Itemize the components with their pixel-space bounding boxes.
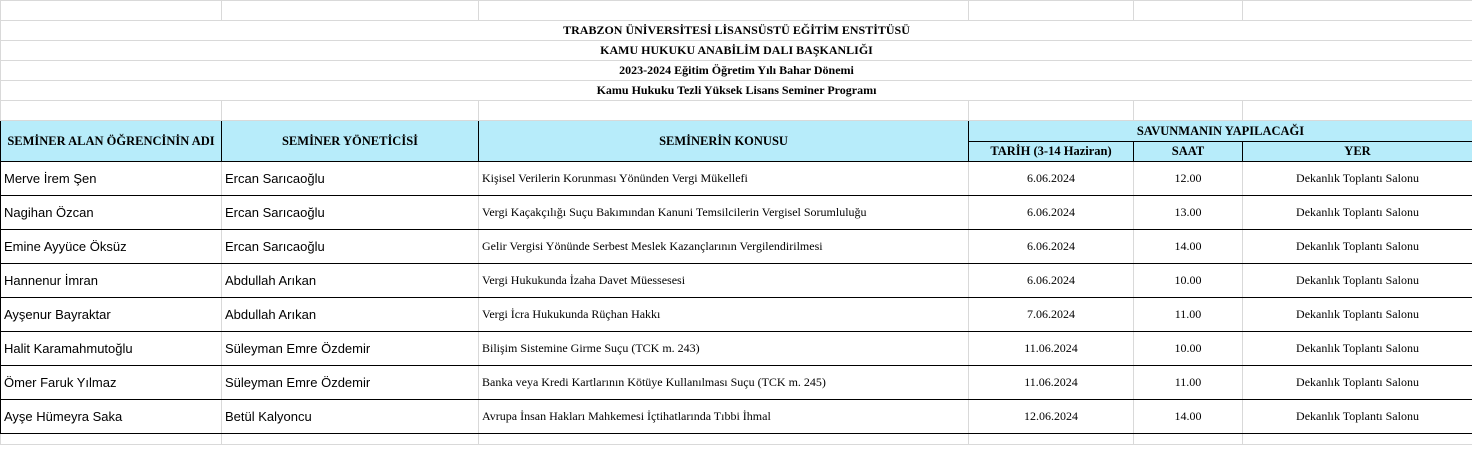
table-row	[1, 366, 1472, 400]
date-cell[interactable]: 6.06.2024	[969, 230, 1134, 264]
topic-cell[interactable]: Gelir Vergisi Yönünde Serbest Meslek Kazançlarının Vergilendirilmesi	[479, 230, 969, 264]
header-row	[1, 121, 1472, 142]
cell[interactable]	[1243, 101, 1472, 121]
cell[interactable]	[479, 101, 969, 121]
cell[interactable]	[1, 101, 222, 121]
blank-row	[1, 1, 1472, 21]
place-cell[interactable]: Dekanlık Toplantı Salonu	[1243, 366, 1472, 400]
cell[interactable]	[1, 434, 222, 445]
cell[interactable]	[479, 434, 969, 445]
cell[interactable]	[222, 101, 479, 121]
cell[interactable]	[222, 1, 479, 21]
advisor-cell[interactable]: Abdullah Arıkan	[222, 298, 479, 332]
title-row	[1, 61, 1472, 81]
student-cell[interactable]: Emine Ayyüce Öksüz	[1, 230, 222, 264]
date-cell[interactable]: 6.06.2024	[969, 264, 1134, 298]
header-topic[interactable]: SEMİNERİN KONUSU	[479, 121, 969, 162]
student-cell[interactable]: Ömer Faruk Yılmaz	[1, 366, 222, 400]
cell[interactable]	[1134, 101, 1243, 121]
time-cell[interactable]: 10.00	[1134, 264, 1243, 298]
advisor-cell[interactable]: Süleyman Emre Özdemir	[222, 332, 479, 366]
term-title[interactable]: 2023-2024 Eğitim Öğretim Yılı Bahar Dönemi	[1, 61, 1472, 81]
date-cell[interactable]: 7.06.2024	[969, 298, 1134, 332]
place-cell[interactable]: Dekanlık Toplantı Salonu	[1243, 162, 1472, 196]
university-title[interactable]: TRABZON ÜNİVERSİTESİ LİSANSÜSTÜ EĞİTİM ENSTİTÜSÜ	[1, 21, 1472, 41]
cell[interactable]	[479, 1, 969, 21]
time-cell[interactable]: 11.00	[1134, 298, 1243, 332]
place-cell[interactable]: Dekanlık Toplantı Salonu	[1243, 298, 1472, 332]
date-cell[interactable]: 12.06.2024	[969, 400, 1134, 434]
cell[interactable]	[1243, 1, 1472, 21]
blank-row	[1, 101, 1472, 121]
topic-cell[interactable]: Kişisel Verilerin Korunması Yönünden Vergi Mükellefi	[479, 162, 969, 196]
topic-cell[interactable]: Vergi Kaçakçılığı Suçu Bakımından Kanuni Temsilcilerin Vergisel Sorumluluğu	[479, 196, 969, 230]
cell[interactable]	[969, 1, 1134, 21]
department-title[interactable]: KAMU HUKUKU ANABİLİM DALI BAŞKANLIĞI	[1, 41, 1472, 61]
place-cell[interactable]: Dekanlık Toplantı Salonu	[1243, 332, 1472, 366]
table-row	[1, 230, 1472, 264]
date-cell[interactable]: 6.06.2024	[969, 162, 1134, 196]
program-title[interactable]: Kamu Hukuku Tezli Yüksek Lisans Seminer Programı	[1, 81, 1472, 101]
table-row	[1, 298, 1472, 332]
topic-cell[interactable]: Vergi Hukukunda İzaha Davet Müessesesi	[479, 264, 969, 298]
place-cell[interactable]: Dekanlık Toplantı Salonu	[1243, 230, 1472, 264]
header-defense-group[interactable]: SAVUNMANIN YAPILACAĞI	[969, 121, 1472, 142]
advisor-cell[interactable]: Ercan Sarıcaoğlu	[222, 230, 479, 264]
date-cell[interactable]: 11.06.2024	[969, 366, 1134, 400]
time-cell[interactable]: 13.00	[1134, 196, 1243, 230]
title-row	[1, 81, 1472, 101]
time-cell[interactable]: 12.00	[1134, 162, 1243, 196]
cell[interactable]	[1134, 1, 1243, 21]
header-place[interactable]: YER	[1243, 142, 1472, 162]
place-cell[interactable]: Dekanlık Toplantı Salonu	[1243, 196, 1472, 230]
student-cell[interactable]: Hannenur İmran	[1, 264, 222, 298]
topic-cell[interactable]: Bilişim Sistemine Girme Suçu (TCK m. 243)	[479, 332, 969, 366]
advisor-cell[interactable]: Süleyman Emre Özdemir	[222, 366, 479, 400]
student-cell[interactable]: Ayşenur Bayraktar	[1, 298, 222, 332]
advisor-cell[interactable]: Ercan Sarıcaoğlu	[222, 196, 479, 230]
advisor-cell[interactable]: Ercan Sarıcaoğlu	[222, 162, 479, 196]
time-cell[interactable]: 14.00	[1134, 230, 1243, 264]
student-cell[interactable]: Ayşe Hümeyra Saka	[1, 400, 222, 434]
place-cell[interactable]: Dekanlık Toplantı Salonu	[1243, 400, 1472, 434]
topic-cell[interactable]: Avrupa İnsan Hakları Mahkemesi İçtihatlarında Tıbbi İhmal	[479, 400, 969, 434]
table-row	[1, 400, 1472, 434]
table-row	[1, 332, 1472, 366]
advisor-cell[interactable]: Abdullah Arıkan	[222, 264, 479, 298]
header-student[interactable]: SEMİNER ALAN ÖĞRENCİNİN ADI	[1, 121, 222, 162]
cell[interactable]	[1134, 434, 1243, 445]
time-cell[interactable]: 14.00	[1134, 400, 1243, 434]
table-row	[1, 264, 1472, 298]
time-cell[interactable]: 11.00	[1134, 366, 1243, 400]
cell[interactable]	[969, 101, 1134, 121]
title-row	[1, 41, 1472, 61]
header-time[interactable]: SAAT	[1134, 142, 1243, 162]
topic-cell[interactable]: Vergi İcra Hukukunda Rüçhan Hakkı	[479, 298, 969, 332]
advisor-cell[interactable]: Betül Kalyoncu	[222, 400, 479, 434]
date-cell[interactable]: 6.06.2024	[969, 196, 1134, 230]
student-cell[interactable]: Nagihan Özcan	[1, 196, 222, 230]
place-cell[interactable]: Dekanlık Toplantı Salonu	[1243, 264, 1472, 298]
cell[interactable]	[222, 434, 479, 445]
table-row	[1, 162, 1472, 196]
table-row	[1, 196, 1472, 230]
cell[interactable]	[1, 1, 222, 21]
header-date[interactable]: TARİH (3-14 Haziran)	[969, 142, 1134, 162]
time-cell[interactable]: 10.00	[1134, 332, 1243, 366]
cell[interactable]	[1243, 434, 1472, 445]
student-cell[interactable]: Merve İrem Şen	[1, 162, 222, 196]
header-advisor[interactable]: SEMİNER YÖNETİCİSİ	[222, 121, 479, 162]
date-cell[interactable]: 11.06.2024	[969, 332, 1134, 366]
title-row	[1, 21, 1472, 41]
student-cell[interactable]: Halit Karamahmutoğlu	[1, 332, 222, 366]
topic-cell[interactable]: Banka veya Kredi Kartlarının Kötüye Kullanılması Suçu (TCK m. 245)	[479, 366, 969, 400]
blank-row	[1, 434, 1472, 445]
cell[interactable]	[969, 434, 1134, 445]
